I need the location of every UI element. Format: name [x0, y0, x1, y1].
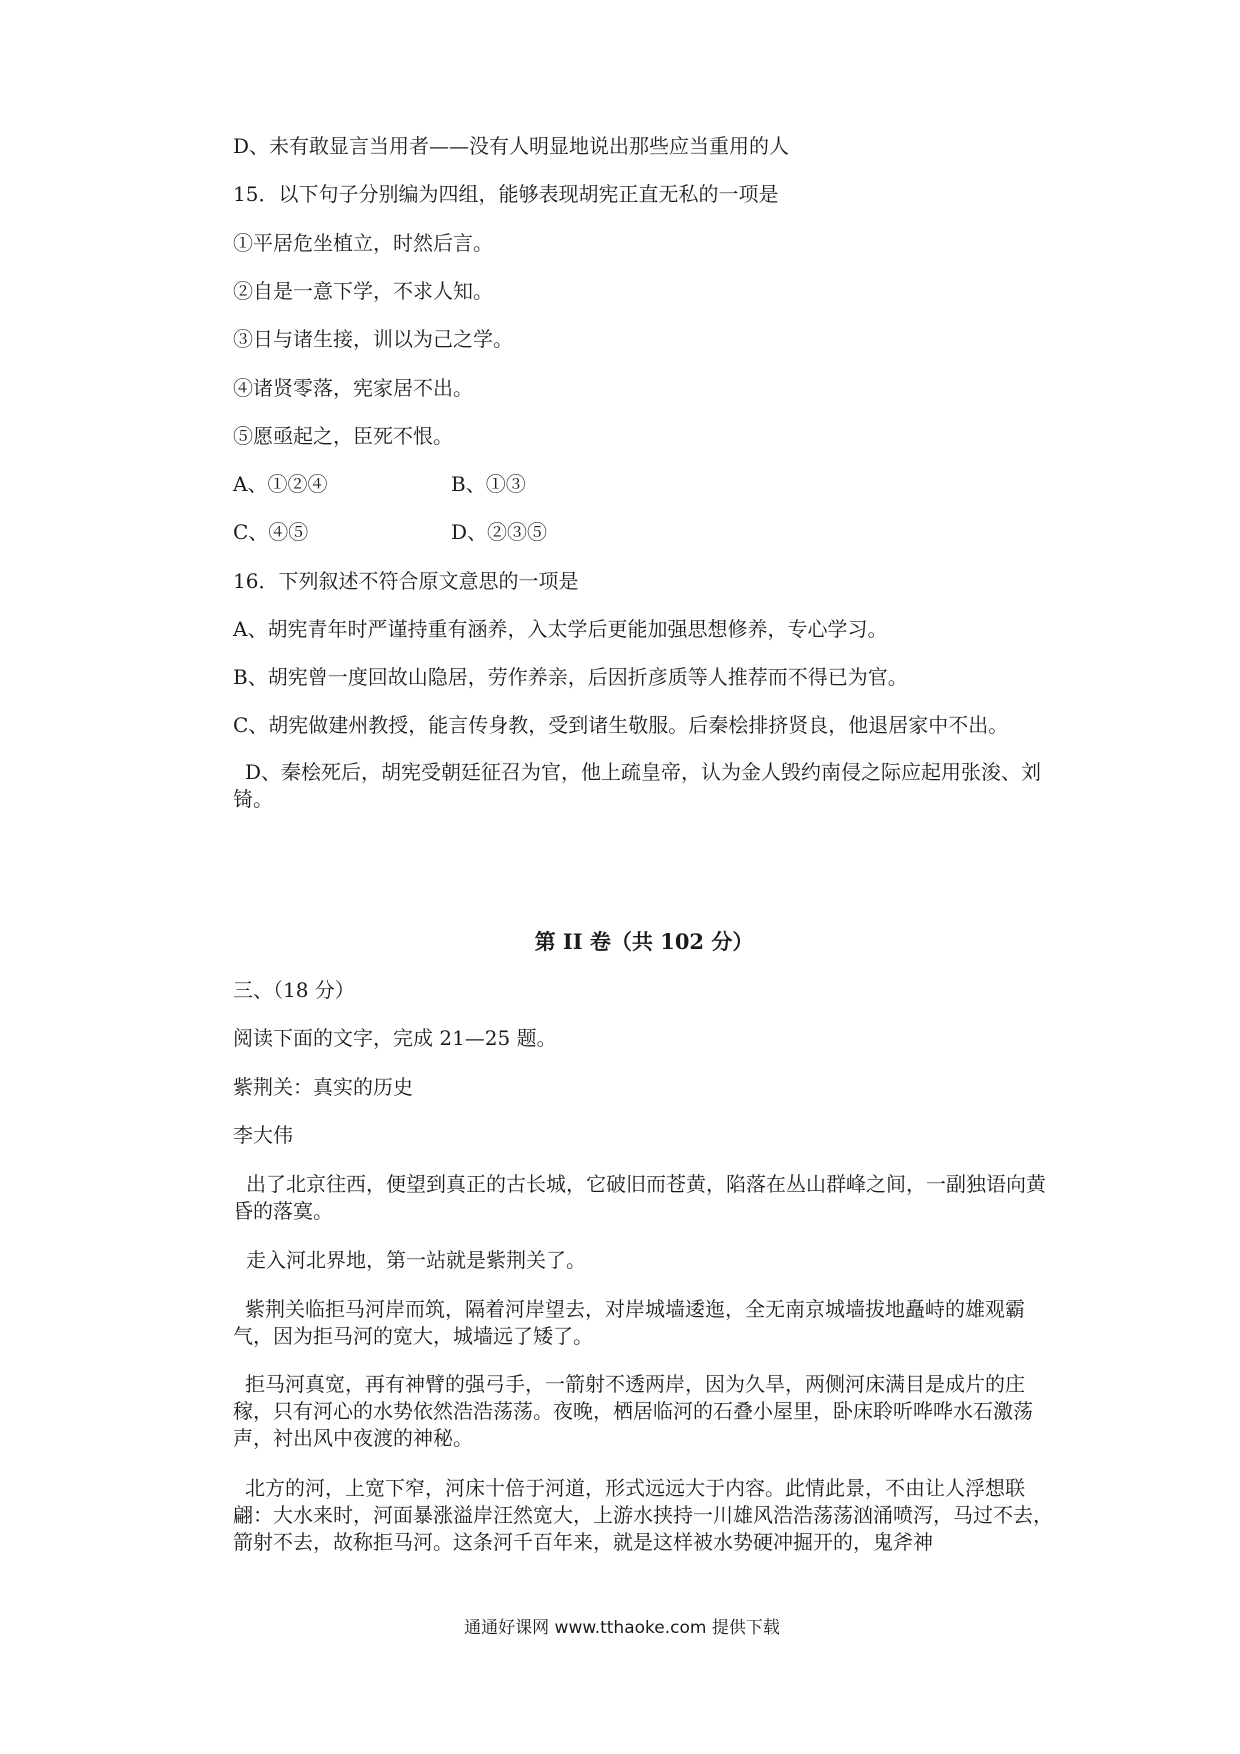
q15-option-c: C、④⑤	[233, 520, 309, 544]
q15-sentence-1: ①平居危坐植立，时然后言。	[233, 231, 493, 255]
page-footer: 通通好课网 www.tthaoke.com 提供下载	[464, 1618, 780, 1638]
article-paragraph-1: 出了北京往西，便望到真正的古长城，它破旧而苍黄，陷落在丛山群峰之间，一副独语向黄昏的落寞。	[233, 1172, 1046, 1223]
q15-stem: 15．以下句子分别编为四组，能够表现胡宪正直无私的一项是	[233, 182, 779, 206]
q15-sentence-2: ②自是一意下学，不求人知。	[233, 279, 493, 303]
q15-option-d: D、②③⑤	[451, 520, 548, 544]
q15-options-row-1	[233, 470, 526, 498]
q16-option-a: A、胡宪青年时严谨持重有涵养，入太学后更能加强思想修养，专心学习。	[233, 617, 888, 641]
q16-stem: 16．下列叙述不符合原文意思的一项是	[233, 569, 579, 593]
q15-sentence-4: ④诸贤零落，宪家居不出。	[233, 376, 473, 400]
article-paragraph-4: 拒马河真宽，再有神臂的强弓手，一箭射不透两岸，因为久旱，两侧河床满目是成片的庄稼，只有河心的水势依然浩浩荡荡。夜晚，栖居临河的石叠小屋里，卧床聆听哗哗水石激荡声，衬出风中夜渡的神秘。	[233, 1372, 1033, 1450]
part-three-heading: 三、（18 分）	[233, 978, 355, 1002]
q15-option-a: A、①②④	[233, 472, 328, 496]
q16-option-c: C、胡宪做建州教授，能言传身教，受到诸生敬服。后秦桧排挤贤良，他退居家中不出。	[233, 713, 1009, 737]
article-title: 紫荆关：真实的历史	[233, 1075, 413, 1099]
article-author: 李大伟	[233, 1123, 293, 1147]
article-paragraph-2: 走入河北界地，第一站就是紫荆关了。	[246, 1248, 586, 1272]
q15-sentence-3: ③日与诸生接，训以为己之学。	[233, 327, 513, 351]
q15-option-b: B、①③	[451, 472, 526, 496]
q16-option-d: D、秦桧死后，胡宪受朝廷征召为官，他上疏皇帝，认为金人毁约南侵之际应起用张浚、刘锜。	[233, 760, 1042, 811]
article-paragraph-3: 紫荆关临拒马河岸而筑，隔着河岸望去，对岸城墙逶迤，全无南京城墙拔地矗峙的雄观霸气，因为拒马河的宽大，城墙远了矮了。	[233, 1297, 1025, 1348]
q16-option-b: B、胡宪曾一度回故山隐居，劳作养亲，后因折彦质等人推荐而不得已为官。	[233, 665, 908, 689]
q15-sentence-5: ⑤愿亟起之，臣死不恨。	[233, 424, 453, 448]
reading-instruction: 阅读下面的文字，完成 21—25 题。	[233, 1026, 557, 1050]
article-paragraph-5: 北方的河，上宽下窄，河床十倍于河道，形式远远大于内容。此情此景，不由让人浮想联翩：大水来时，河面暴涨溢岸汪然宽大，上游水挟持一川雄风浩浩荡荡汹涌喷泻，马过不去，箭射不去，故称拒马河。这条河千百年来，就是这样被水势硬冲掘开的，鬼斧神	[233, 1476, 1053, 1554]
section-title: 第 II 卷（共 102 分）	[534, 929, 754, 954]
q15-options-row-2	[233, 518, 547, 546]
q14-option-d: D、未有敢显言当用者——没有人明显地说出那些应当重用的人	[233, 134, 790, 158]
